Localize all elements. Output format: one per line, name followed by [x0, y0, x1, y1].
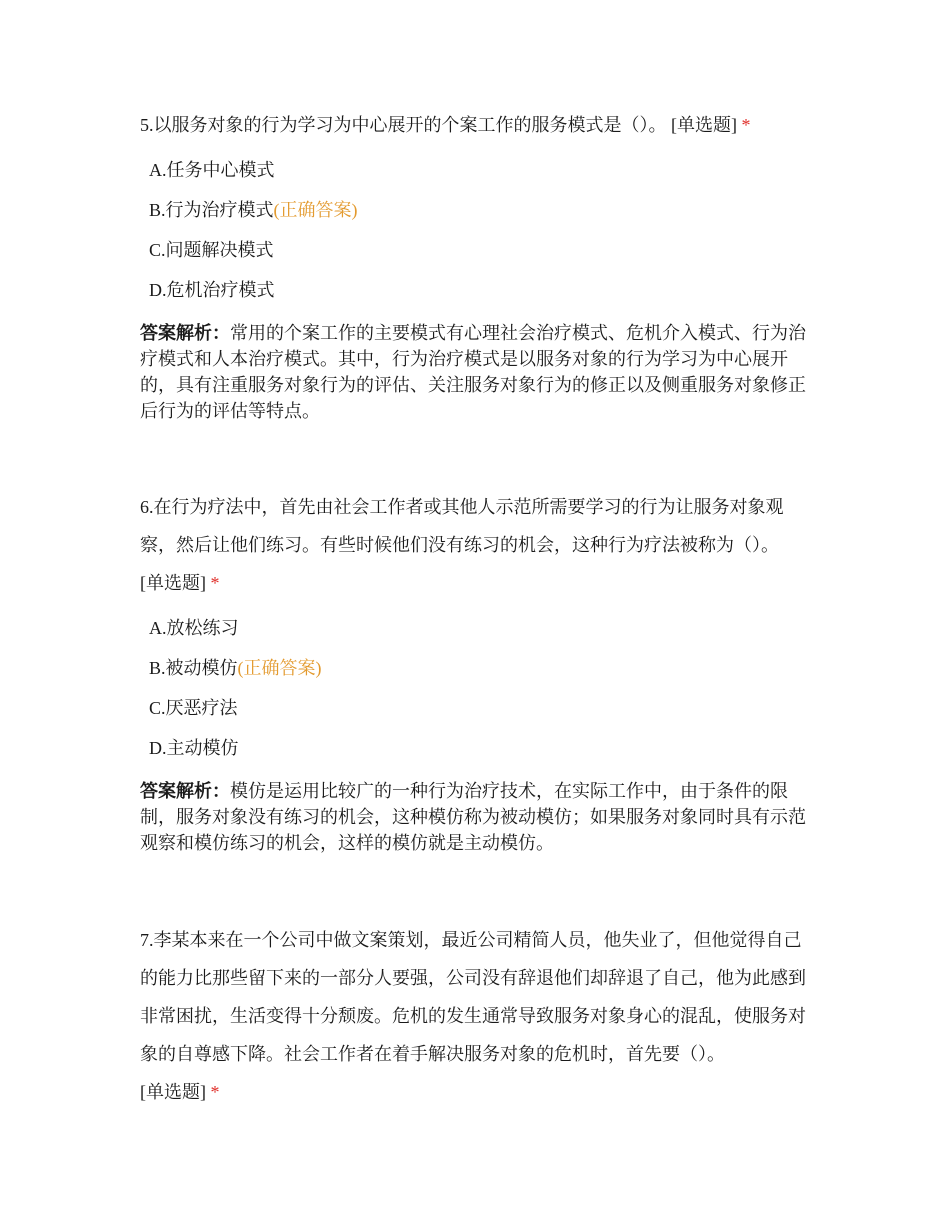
- question-type-tag: [单选题]: [140, 1082, 206, 1102]
- option-a: A.放松练习: [149, 618, 239, 638]
- analysis-text: 模仿是运用比较广的一种行为治疗技术，在实际工作中，由于条件的限制，服务对象没有练习的机会，这种模仿称为被动模仿；如果服务对象同时具有示范观察和模仿练习的机会，这样的模仿就是主动模仿。: [140, 781, 806, 853]
- option-b: B.被动模仿(正确答案): [149, 658, 322, 678]
- question-type-tag: [单选题]: [140, 573, 206, 593]
- answer-analysis: [140, 778, 812, 856]
- correct-answer-mark: (正确答案): [273, 200, 358, 220]
- question-type-tag: [单选题]: [671, 115, 737, 135]
- question-5: [140, 106, 812, 424]
- options-list: [140, 608, 812, 768]
- question-text: 6.在行为疗法中，首先由社会工作者或其他人示范所需要学习的行为让服务对象观察，然后让他们练习。有些时候他们没有练习的机会，这种行为疗法被称为（）。 [单选题] *: [140, 497, 784, 593]
- option-d: D.主动模仿: [149, 738, 239, 758]
- required-mark: *: [210, 1082, 220, 1102]
- answer-analysis: [140, 320, 812, 424]
- option-d: D.危机治疗模式: [149, 280, 275, 300]
- question-text: 7.李某本来在一个公司中做文案策划，最近公司精简人员，他失业了，但他觉得自己的能力比那些留下来的一部分人要强，公司没有辞退他们却辞退了自己，他为此感到非常困扰，生活变得十分颓废。危机的发生通常导致服务对象身心的混乱，使服务对象的自尊感下降。社会工作者在着手解决服务对象的危机时，首先要（）。 [单选题] *: [140, 930, 806, 1102]
- options-list: [140, 150, 812, 310]
- option-a: A.任务中心模式: [149, 160, 275, 180]
- question-7: [140, 921, 812, 1111]
- question-text: 5.以服务对象的行为学习为中心展开的个案工作的服务模式是（）。 [单选题] *: [140, 115, 751, 135]
- option-c: C.厌恶疗法: [149, 698, 238, 718]
- correct-answer-mark: (正确答案): [237, 658, 322, 678]
- analysis-label: 答案解析：: [140, 323, 230, 343]
- required-mark: *: [210, 573, 220, 593]
- required-mark: *: [741, 115, 751, 135]
- question-6: [140, 488, 812, 856]
- analysis-text: 常用的个案工作的主要模式有心理社会治疗模式、危机介入模式、行为治疗模式和人本治疗模式。其中，行为治疗模式是以服务对象的行为学习为中心展开的，具有注重服务对象行为的评估、关注服务对象行为的修正以及侧重服务对象修正后行为的评估等特点。: [140, 323, 806, 421]
- option-c: C.问题解决模式: [149, 240, 274, 260]
- analysis-label: 答案解析：: [140, 781, 230, 801]
- option-b: B.行为治疗模式(正确答案): [149, 200, 358, 220]
